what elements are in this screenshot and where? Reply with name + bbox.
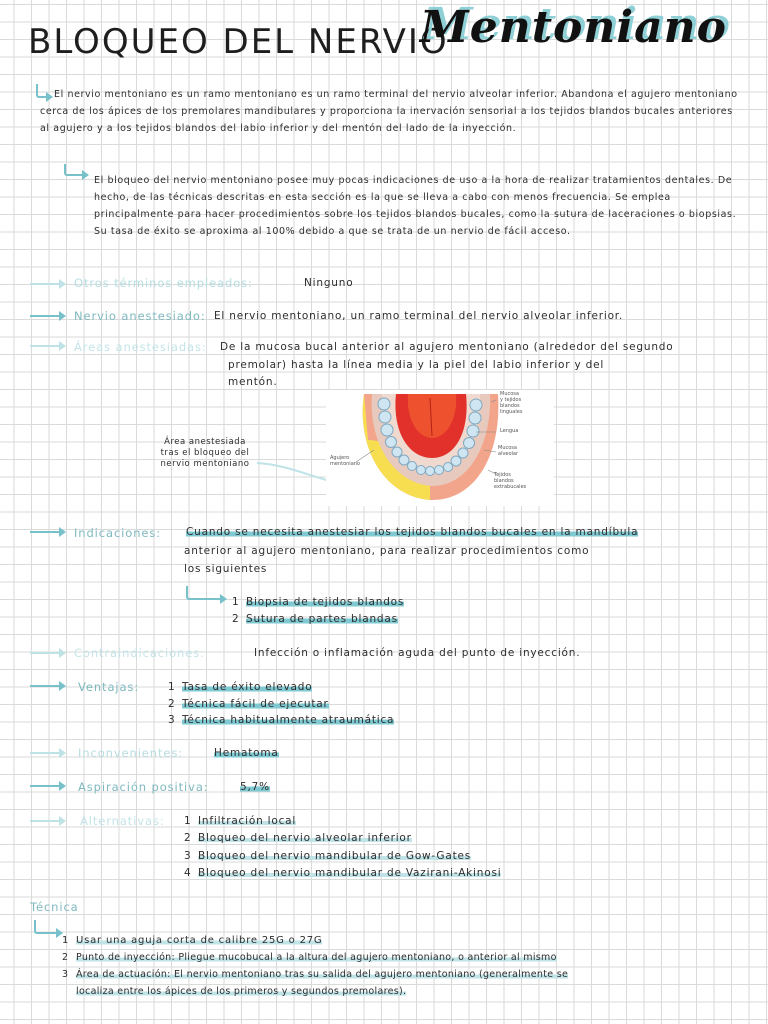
item-text: Tasa de éxito elevado bbox=[182, 681, 313, 693]
annotation-line: Área anestesiada bbox=[164, 437, 246, 447]
figure-label-line: mentoniano bbox=[330, 461, 360, 467]
step-text: Punto de inyección: Pliegue mucobucal a la altura del agujero mentoniano, o anterior al mismo bbox=[76, 952, 557, 963]
figure-label-line: alveolar bbox=[498, 451, 519, 457]
figure-label-line: Agujero bbox=[330, 455, 350, 461]
annotation-line: nervio mentoniano bbox=[160, 459, 250, 469]
step-number: 2 bbox=[62, 952, 69, 963]
otros-terminos-value: Ninguno bbox=[304, 277, 354, 289]
item-text: Técnica habitualmente atraumática bbox=[182, 714, 395, 726]
item-number: 1 bbox=[184, 815, 192, 827]
arrow-icon bbox=[30, 685, 62, 687]
indicaciones-item-1 bbox=[232, 596, 404, 608]
ventajas-item-2 bbox=[168, 698, 329, 710]
figure-label-mucosa-linguales bbox=[500, 391, 522, 415]
arrow-icon bbox=[30, 820, 62, 822]
nervio-anestesiado-value: El nervio mentoniano, un ramo terminal del nervio alveolar inferior. bbox=[214, 310, 624, 322]
tecnica-step-3 bbox=[62, 969, 568, 980]
annotation-line: tras el bloqueo del bbox=[160, 448, 250, 458]
item-number: 2 bbox=[184, 832, 192, 844]
indicaciones-line-3: los siguientes bbox=[184, 563, 268, 575]
figure-label-line: linguales bbox=[500, 409, 523, 415]
otros-terminos-label: Otros términos empleados: bbox=[74, 276, 253, 290]
step-number: 3 bbox=[62, 969, 69, 980]
indicaciones-item-2 bbox=[232, 613, 398, 625]
item-number: 1 bbox=[168, 681, 176, 693]
figure-label-tejidos-extrabucales bbox=[494, 472, 526, 490]
tecnica-heading: Técnica bbox=[30, 900, 79, 914]
ventajas-item-3 bbox=[168, 714, 394, 726]
step-text: Usar una aguja corta de calibre 25G o 27G bbox=[76, 935, 323, 946]
figure-label-mucosa-alveolar bbox=[498, 445, 518, 457]
arrow-icon bbox=[30, 752, 62, 754]
alternativas-label: Alternativas: bbox=[80, 814, 165, 828]
areas-anestesiadas-line-3: mentón. bbox=[228, 376, 278, 388]
hook-arrow-icon bbox=[186, 586, 222, 600]
figure-label-line: blandos bbox=[494, 478, 514, 484]
areas-anestesiadas-line-1: De la mucosa bucal anterior al agujero mentoniano (alrededor del segundo bbox=[220, 341, 674, 353]
figure-label-line: blandos bbox=[500, 403, 520, 409]
item-number: 2 bbox=[168, 698, 176, 710]
figure-label-line: extrabucales bbox=[494, 484, 527, 490]
intro-text-2: El bloqueo del nervio mentoniano posee muy pocas indicaciones de uso a la hora de realizar tratamientos dentales. De hecho, de las técnicas descritas en esta sección es la que se lleva a cabo con menos frecuencia. Se emplea principalmente para hacer procedimientos sobre los tejidos blandos bucales, como la sutura de laceraciones o biopsias. Su tasa de éxito se aproxima al 100% debido a que se trata de un nervio de fácil acceso. bbox=[94, 175, 737, 237]
item-text: Bloqueo del nervio alveolar inferior bbox=[198, 832, 412, 844]
arrow-icon bbox=[30, 785, 62, 787]
tecnica-step-2 bbox=[62, 952, 557, 963]
indicaciones-line-2 bbox=[184, 545, 589, 557]
title-script: Mentoniano bbox=[420, 2, 727, 53]
indicaciones-line-2-text: anterior al agujero mentoniano, para realizar procedimientos como bbox=[184, 545, 590, 557]
alternativas-item-4 bbox=[184, 867, 501, 879]
contraindicaciones-value: Infección o inflamación aguda del punto de inyección. bbox=[254, 647, 581, 659]
figure-label-agujero bbox=[330, 455, 360, 467]
tecnica-step-1 bbox=[62, 935, 322, 946]
inconvenientes-value bbox=[214, 747, 279, 759]
figure-label-lengua: Lengua bbox=[500, 428, 519, 434]
areas-anestesiadas-line-2: premolar) hasta la línea media y la piel del labio inferior y del bbox=[228, 359, 605, 371]
item-number: 4 bbox=[184, 867, 192, 879]
intro-paragraph-2 bbox=[94, 172, 742, 240]
arrow-icon bbox=[30, 283, 62, 285]
ventajas-label: Ventajas: bbox=[78, 680, 140, 694]
item-text: Infiltración local bbox=[198, 815, 297, 827]
step-number: 1 bbox=[62, 935, 70, 946]
item-text: Biopsia de tejidos blandos bbox=[246, 596, 405, 608]
item-text: Bloqueo del nervio mandibular de Gow-Gates bbox=[198, 850, 472, 862]
item-text: Sutura de partes blandas bbox=[246, 613, 398, 625]
item-number: 3 bbox=[184, 850, 192, 862]
tecnica-step-3-cont bbox=[76, 986, 406, 997]
indicaciones-line-1-text: Cuando se necesita anestesiar los tejidos blandos bucales en la mandíbula bbox=[186, 526, 639, 538]
hook-arrow-icon bbox=[64, 164, 84, 176]
indicaciones-label: Indicaciones: bbox=[74, 526, 162, 540]
figure-label-line: Mucosa bbox=[500, 391, 519, 397]
intro-text-1: El nervio mentoniano es un ramo mentoniano es un ramo terminal del nervio alveolar inferior. Abandona el agujero mentoniano cerca de los ápices de los premolares mandibulares y proporciona la inervación sensorial a los tejidos blandos bucales anteriores al agujero y a los tejidos blandos del labio inferior y del mentón del lado de la inyección. bbox=[40, 89, 738, 134]
inconvenientes-text: Hematoma bbox=[214, 747, 279, 759]
item-text: Técnica fácil de ejecutar bbox=[182, 698, 329, 710]
item-number: 2 bbox=[232, 613, 240, 625]
item-text: Bloqueo del nervio mandibular de Vazirani-Akinosi bbox=[198, 867, 502, 879]
aspiracion-label: Aspiración positiva: bbox=[78, 780, 209, 794]
arrow-icon bbox=[30, 315, 62, 317]
aspiracion-value bbox=[240, 781, 270, 793]
aspiracion-text: 5,7% bbox=[240, 781, 270, 793]
alternativas-item-2 bbox=[184, 832, 412, 844]
step-text: localiza entre los ápices de los primeros y segundos premolares). bbox=[76, 986, 407, 997]
figure-label-line: Mucosa bbox=[498, 445, 517, 451]
item-number: 3 bbox=[168, 714, 176, 726]
alternativas-item-1 bbox=[184, 815, 296, 827]
step-text: Área de actuación: El nervio mentoniano tras su salida del agujero mentoniano (generalmente se bbox=[76, 969, 569, 980]
figure-label-line: Tejidos bbox=[494, 472, 511, 478]
nervio-anestesiado-label: Nervio anestesiado: bbox=[74, 309, 206, 323]
contraindicaciones-label: Contraindicaciones: bbox=[74, 646, 205, 660]
arrow-icon bbox=[30, 531, 62, 533]
arrow-icon bbox=[30, 345, 62, 347]
intro-paragraph-1 bbox=[40, 86, 740, 137]
ventajas-item-1 bbox=[168, 681, 312, 693]
title-main: BLOQUEO DEL NERVIO bbox=[28, 22, 449, 62]
arrow-icon bbox=[30, 652, 62, 654]
figure-annotation bbox=[150, 437, 260, 470]
indicaciones-line-1 bbox=[186, 526, 638, 538]
figure-label-line: y tejidos bbox=[500, 397, 522, 403]
areas-anestesiadas-label: Áreas anestesiadas: bbox=[74, 340, 207, 354]
hook-arrow-icon bbox=[34, 920, 58, 934]
alternativas-item-3 bbox=[184, 850, 471, 862]
item-number: 1 bbox=[232, 596, 240, 608]
inconvenientes-label: Inconvenientes: bbox=[78, 746, 184, 760]
